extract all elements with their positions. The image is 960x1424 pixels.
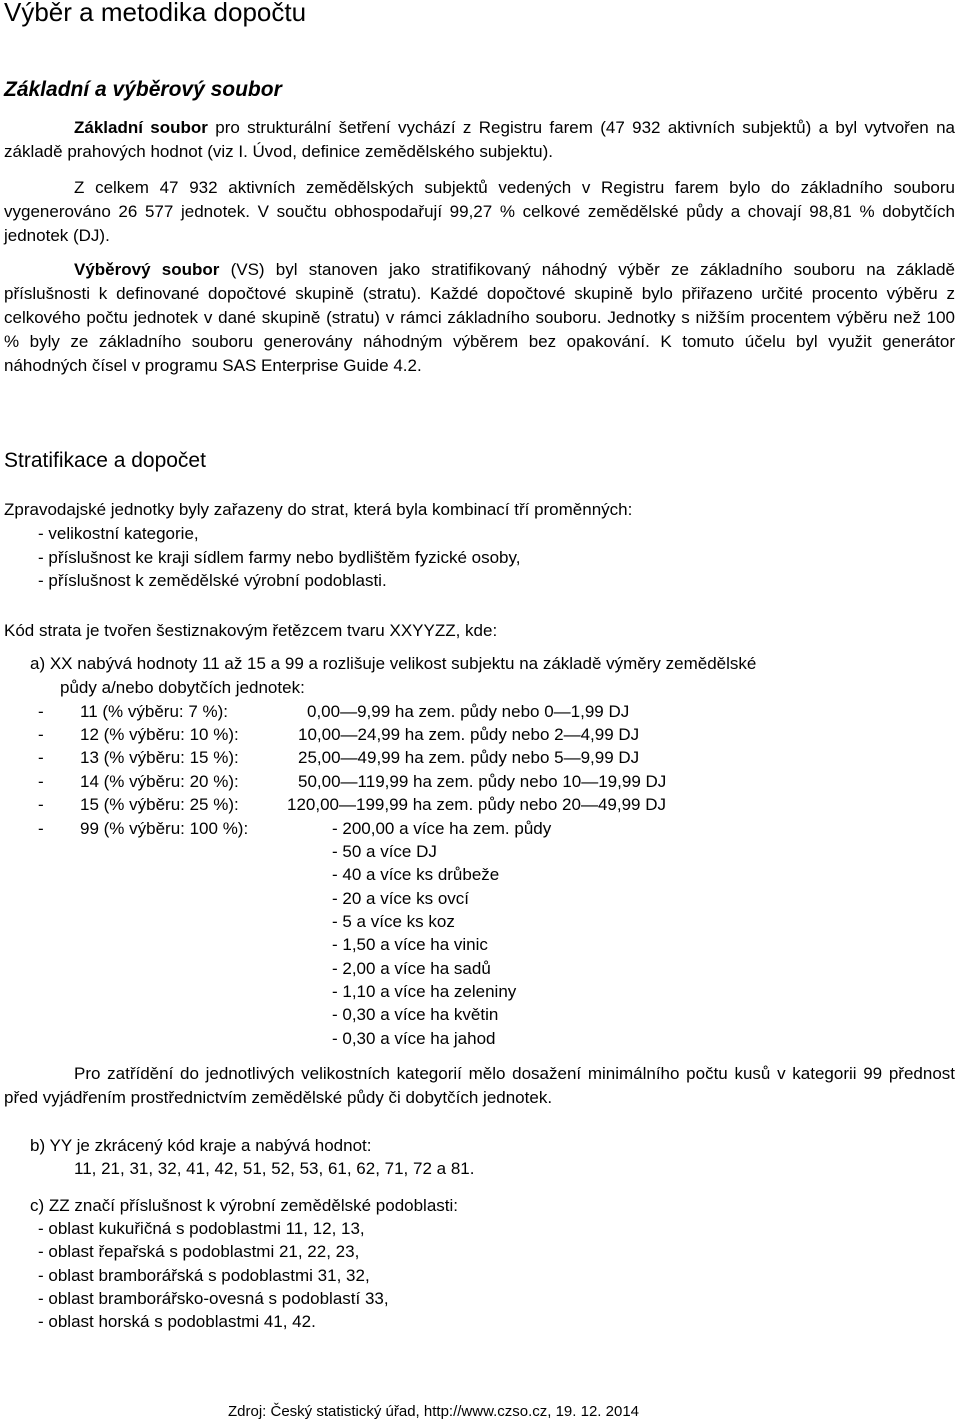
list-dash: -	[38, 772, 44, 791]
criteria-item: - 0,30 a více ha jahod	[332, 1029, 496, 1048]
list-item: - oblast horská s podoblastmi 41, 42.	[38, 1312, 316, 1331]
paragraph-zakladni-soubor	[4, 116, 955, 164]
size-category-range: 10,00—24,99 ha zem. půdy nebo 2—4,99 DJ	[298, 725, 640, 744]
size-category-label: 15 (% výběru: 25 %):	[80, 795, 239, 814]
size-category-label: 13 (% výběru: 15 %):	[80, 748, 239, 767]
criteria-item: - 200,00 a více ha zem. půdy	[332, 819, 552, 838]
term-vyberovy-soubor: Výběrový soubor	[74, 260, 220, 279]
term-zakladni-soubor: Základní soubor	[74, 118, 208, 137]
page-title: Výběr a metodika dopočtu	[4, 0, 307, 27]
list-item: - oblast řepařská s podoblastmi 21, 22, 23,	[38, 1242, 360, 1261]
item-b-values: 11, 21, 31, 32, 41, 42, 51, 52, 53, 61, 62, 71, 72 a 81.	[74, 1159, 475, 1178]
size-category-label: 99 (% výběru: 100 %):	[80, 819, 249, 838]
criteria-item: - 20 a více ks ovcí	[332, 889, 469, 908]
criteria-item: - 1,50 a více ha vinic	[332, 935, 488, 954]
list-item: - příslušnost k zemědělské výrobní podoblasti.	[38, 571, 387, 590]
criteria-item: - 1,10 a více ha zeleniny	[332, 982, 517, 1001]
stratification-intro: Zpravodajské jednotky byly zařazeny do strat, která byla kombinací tří proměnných:	[4, 500, 633, 519]
criteria-item: - 50 a více DJ	[332, 842, 437, 861]
paragraph-note: Pro zatřídění do jednotlivých velikostních kategorií mělo dosažení minimálního počtu kusů v kategorii 99 přednost před vyjádřením prostřednictvím zemědělské půdy či dobytčích jednotek.	[4, 1064, 955, 1107]
paragraph-pocet-subjektu: Z celkem 47 932 aktivních zemědělských subjektů vedených v Registru farem bylo do základního souboru vygenerováno 26 577 jednotek. V součtu obhospodařují 99,27 % celkové zemědělské půdy a chovají 98,81 % dobytčích jednotek (DJ).	[4, 178, 955, 245]
list-item: - oblast bramborářská s podoblastmi 31, 32,	[38, 1266, 370, 1285]
size-category-range: 120,00—199,99 ha zem. půdy nebo 20—49,99 DJ	[287, 795, 666, 814]
item-a-heading: a) XX nabývá hodnoty 11 až 15 a 99 a rozlišuje velikost subjektu na základě výměry zemědělské	[30, 654, 757, 673]
size-category-range: 25,00—49,99 ha zem. půdy nebo 5—9,99 DJ	[298, 748, 640, 767]
section-heading-soubor: Základní a výběrový soubor	[4, 78, 282, 101]
item-c-heading: c) ZZ značí příslušnost k výrobní zemědělské podoblasti:	[30, 1196, 459, 1215]
size-category-label: 14 (% výběru: 20 %):	[80, 772, 239, 791]
list-item: - oblast kukuřičná s podoblastmi 11, 12, 13,	[38, 1219, 365, 1238]
criteria-item: - 0,30 a více ha květin	[332, 1005, 499, 1024]
list-dash: -	[38, 702, 44, 721]
source-footer: Zdroj: Český statistický úřad, http://www.czso.cz, 19. 12. 2014	[228, 1403, 639, 1420]
criteria-item: - 40 a více ks drůbeže	[332, 865, 500, 884]
list-dash: -	[38, 819, 44, 838]
size-category-range: 50,00—119,99 ha zem. půdy nebo 10—19,99 DJ	[298, 772, 667, 791]
list-item: - příslušnost ke kraji sídlem farmy nebo bydlištěm fyzické osoby,	[38, 548, 521, 567]
paragraph-vyberovy-soubor	[4, 258, 955, 378]
list-item: - velikostní kategorie,	[38, 524, 199, 543]
section-heading-stratifikace: Stratifikace a dopočet	[4, 449, 206, 472]
list-dash: -	[38, 725, 44, 744]
size-category-label: 11 (% výběru: 7 %):	[80, 702, 229, 721]
item-b-heading: b) YY je zkrácený kód kraje a nabývá hodnot:	[30, 1136, 372, 1155]
code-intro: Kód strata je tvořen šestiznakovým řetězcem tvaru XXYYZZ, kde:	[4, 621, 498, 640]
paragraph-text: (VS) byl stanoven jako stratifikovaný náhodný výběr ze základního souboru na základě příslušnosti k definované dopočtové skupině (stratu). Každé dopočtové skupině bylo přiřazeno určité procento výběru z celkového počtu jednotek v dané skupině (stratu) v rámci základního souboru. Jednotky s nižším procentem výběru než 100 % byly ze základního souboru generovány náhodným výběrem bez opakování. K tomuto účelu byl využit generátor náhodných čísel v programu SAS Enterprise Guide 4.2.	[4, 260, 956, 375]
item-a-continuation: půdy a/nebo dobytčích jednotek:	[60, 678, 305, 697]
list-dash: -	[38, 748, 44, 767]
list-item: - oblast bramborářsko-ovesná s podoblastí 33,	[38, 1289, 389, 1308]
size-category-label: 12 (% výběru: 10 %):	[80, 725, 239, 744]
list-dash: -	[38, 795, 44, 814]
paragraph-text: pro strukturální šetření vychází z Registru farem (47 932 aktivních subjektů) a byl vytvořen na základě prahových hodnot (viz I. Úvod, definice zemědělského subjektu).	[4, 118, 955, 161]
criteria-item: - 2,00 a více ha sadů	[332, 959, 491, 978]
size-category-range: 0,00—9,99 ha zem. půdy nebo 0—1,99 DJ	[307, 702, 630, 721]
criteria-item: - 5 a více ks koz	[332, 912, 455, 931]
